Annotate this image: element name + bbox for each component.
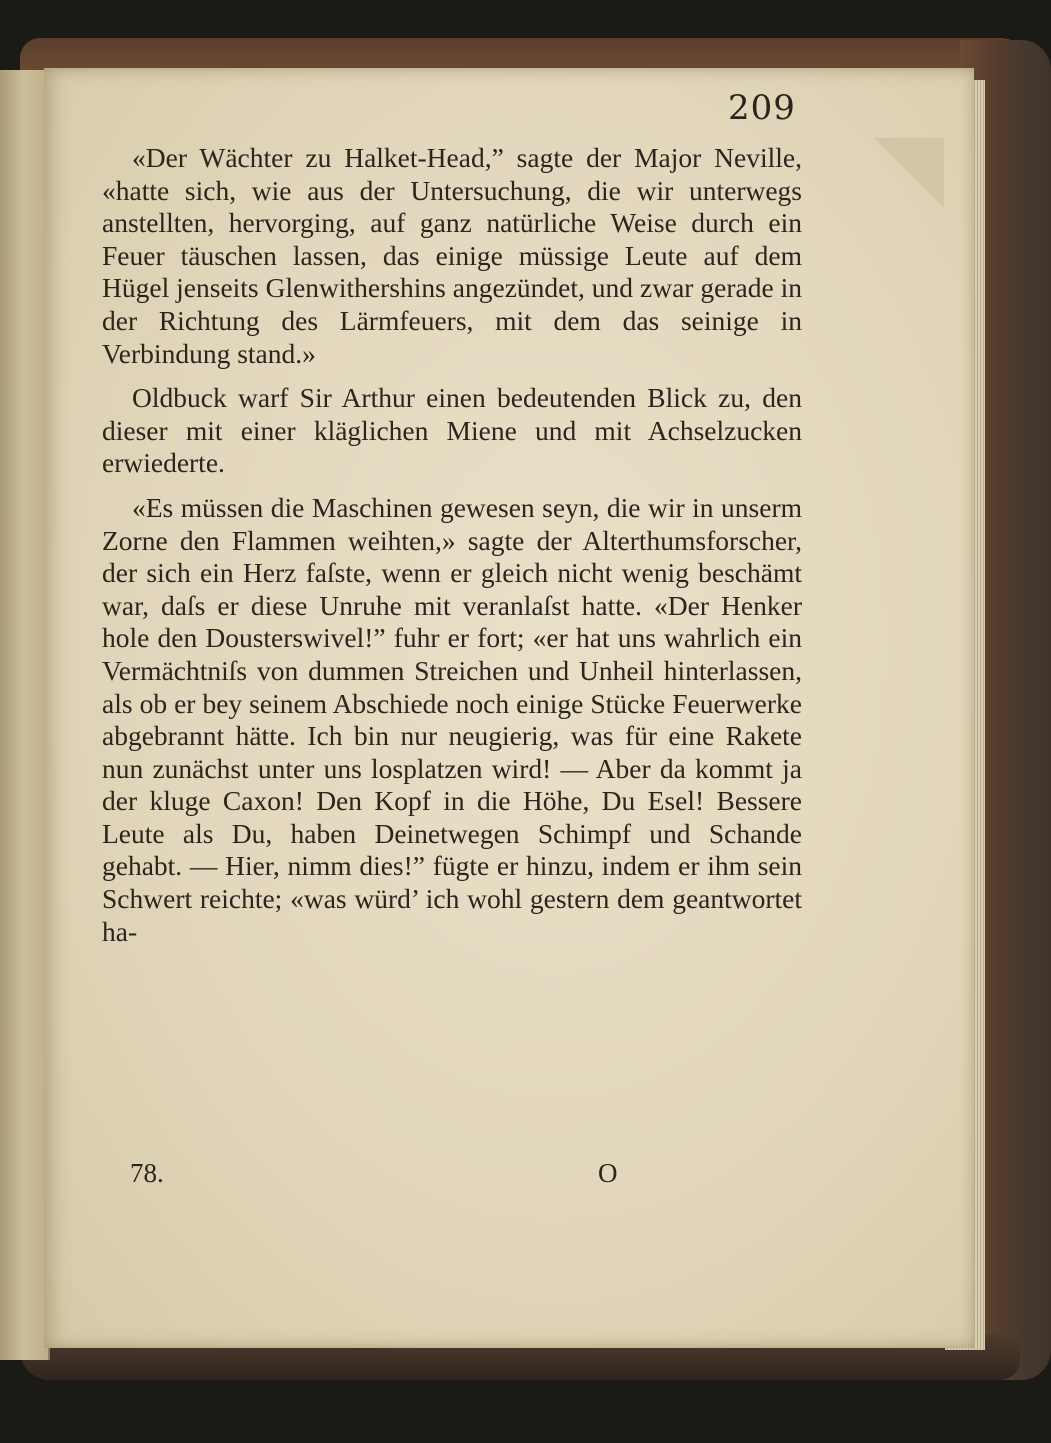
- paragraph-3: «Es müssen die Maschinen gewesen seyn, die wir in unserm Zorne den Flammen weihten,» sagte der Alterthumsforscher, der sich ein Herz faſste, wenn er gleich nicht wenig beschämt war, daſs er diese Unruhe mit veranlaſst hatte. «Der Henker hole den Dousterswivel!” fuhr er fort; «er hat uns wahrlich ein Vermächtniſs von dummen Streichen und Unheil hinterlassen, als ob er bey seinem Abschiede noch einige Stücke Feuerwerke abgebrannt hätte. Ich bin nur neugierig, was für eine Rakete nun zunächst unter uns losplatzen wird! — Aber da kommt ja der kluge Caxon! Den Kopf in die Höhe, Du Esel! Bessere Leute als Du, haben Deinetwegen Schimpf und Schande gehabt. — Hier, nimm dies!” fügte er hinzu, indem er ihm sein Schwert reichte; «was würd’ ich wohl gestern dem geantwortet ha-: [102, 491, 802, 947]
- page-corner-fold: [874, 138, 944, 208]
- left-page-edge: [0, 70, 50, 1360]
- page-body: [102, 142, 802, 948]
- paragraph-1: «Der Wächter zu Halket-Head,” sagte der Major Neville, «hatte sich, wie aus der Untersuchung, die wir unterwegs anstellten, hervorging, auf ganz natürliche Weise durch ein Feuer täuschen lassen, das einige müssige Leute auf dem Hügel jenseits Glenwithershins angezündet, und zwar gerade in der Richtung des Lärmfeuers, mit dem das seinige in Verbindung stand.»: [102, 142, 802, 369]
- signature-number: 78.: [130, 1158, 164, 1188]
- paragraph-2: Oldbuck warf Sir Arthur einen bedeutenden Blick zu, den dieser mit einer kläglichen Miene und mit Achselzucken erwiederte.: [102, 382, 802, 479]
- signature-letter: O: [598, 1158, 618, 1188]
- page-number: 209: [728, 88, 796, 128]
